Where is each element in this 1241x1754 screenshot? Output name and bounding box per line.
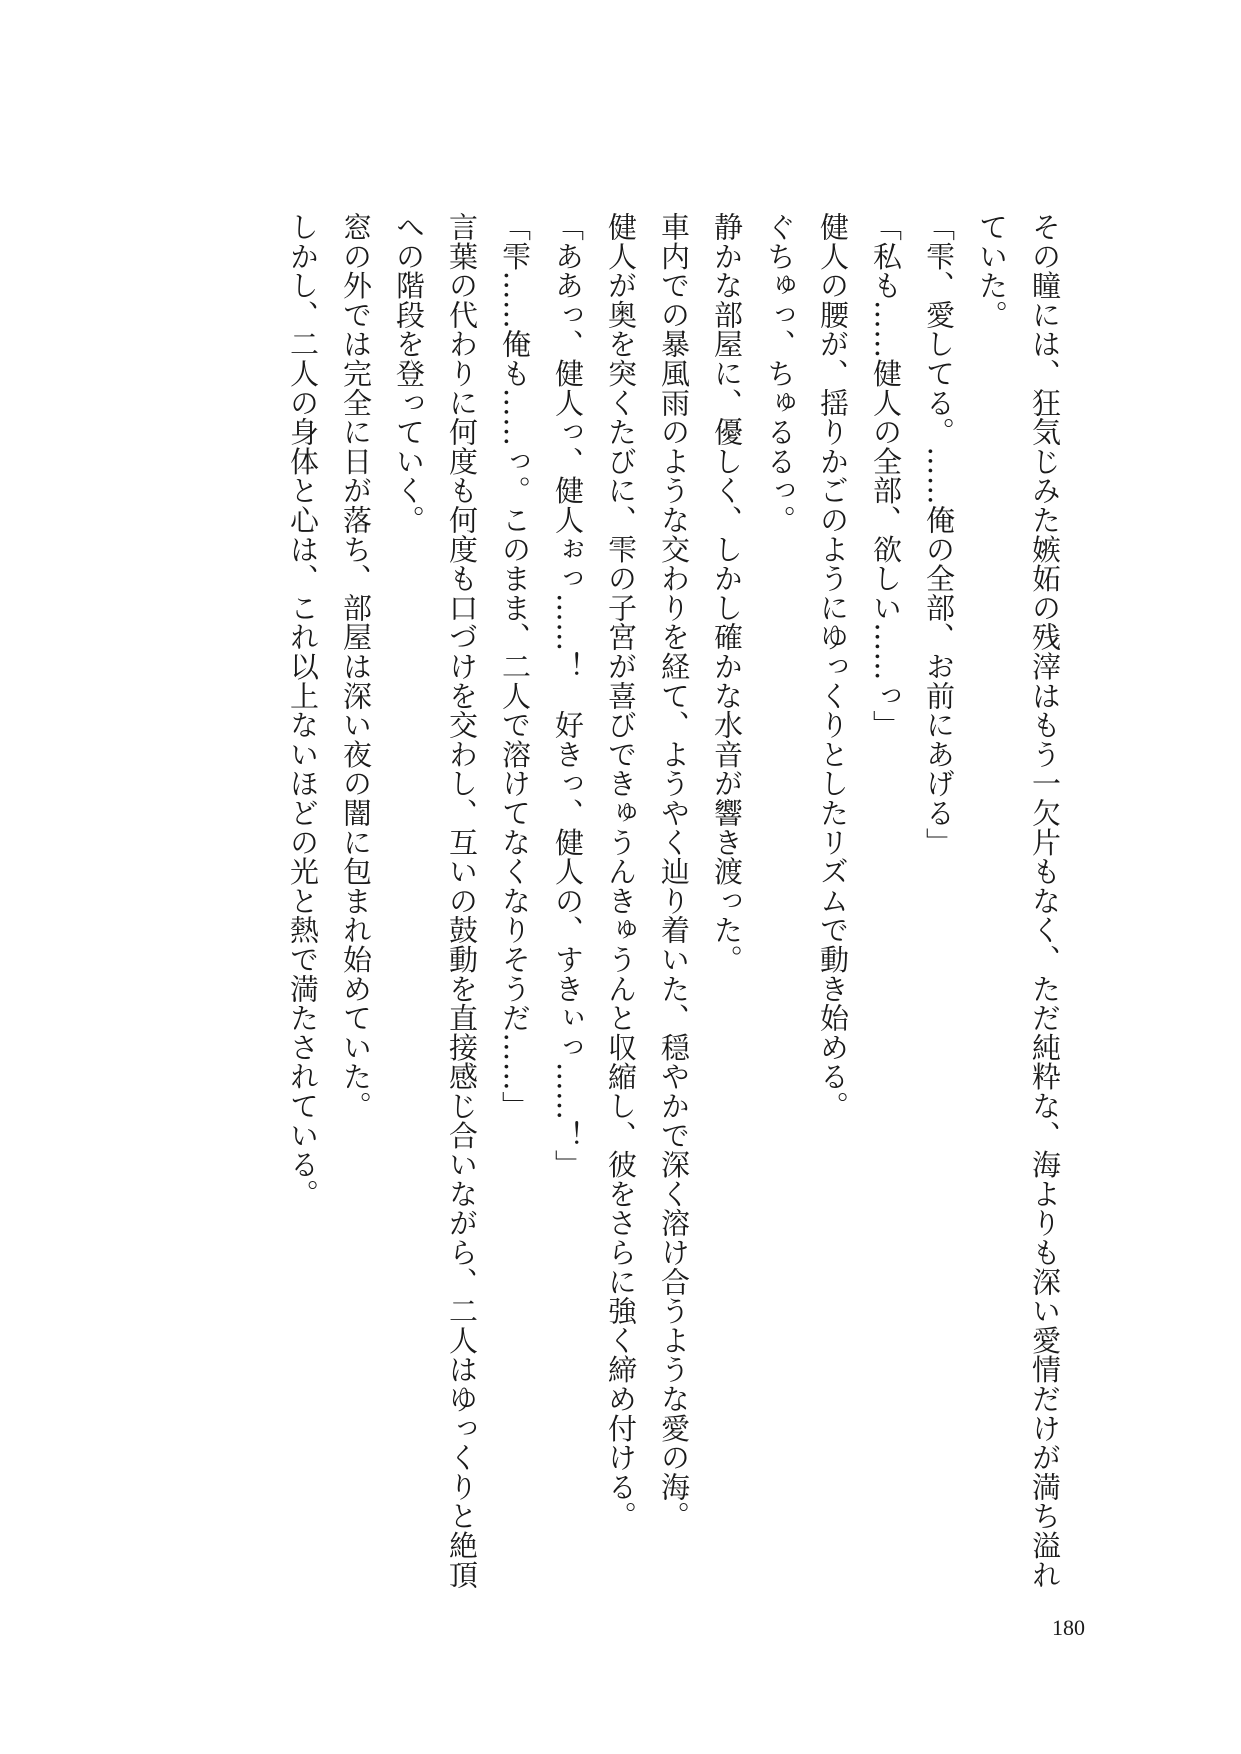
- text-line: への階段を登っていく。: [392, 212, 426, 535]
- text-line: 静かな部屋に、優しく、しかし確かな水音が響き渡った。: [710, 212, 744, 974]
- text-line: 「私も……健人の全部、欲しい……っ」: [869, 212, 903, 740]
- text-line: ぐちゅっ、ちゅるるっ。: [763, 212, 797, 535]
- text-line: ていた。: [975, 212, 1009, 330]
- text-line: 車内での暴風雨のような交わりを経て、ようやく辿り着いた、穏やかで深く溶け合うような愛の海。: [657, 212, 691, 1531]
- text-line: 言葉の代わりに何度も何度も口づけを交わし、互いの鼓動を直接感じ合いながら、二人はゆっくりと絶頂: [445, 212, 479, 1590]
- text-line: しかし、二人の身体と心は、これ以上ないほどの光と熱で満たされている。: [286, 212, 320, 1209]
- text-line: 健人が奥を突くたびに、雫の子宮が喜びできゅうんきゅうんと収縮し、彼をさらに強く締め付ける。: [604, 212, 638, 1531]
- text-line: 健人の腰が、揺りかごのようにゆっくりとしたリズムで動き始める。: [816, 212, 850, 1121]
- text-line: その瞳には、狂気じみた嫉妬の残滓はもう一欠片もなく、ただ純粋な、海よりも深い愛情だけが満ち溢れ: [1028, 212, 1062, 1590]
- vertical-text-body: [276, 212, 1071, 1632]
- text-line: 窓の外では完全に日が落ち、部屋は深い夜の闇に包まれ始めていた。: [339, 212, 373, 1121]
- text-line: 「ああっ、健人っ、健人ぉっ……！ 好きっ、健人の、すきぃっ……！」: [551, 212, 585, 1179]
- text-line: 「雫……俺も……っ。このまま、二人で溶けてなくなりそうだ……」: [498, 212, 532, 1121]
- page-number: 180: [1052, 1615, 1085, 1640]
- text-line: 「雫、愛してる。……俺の全部、お前にあげる」: [922, 212, 956, 857]
